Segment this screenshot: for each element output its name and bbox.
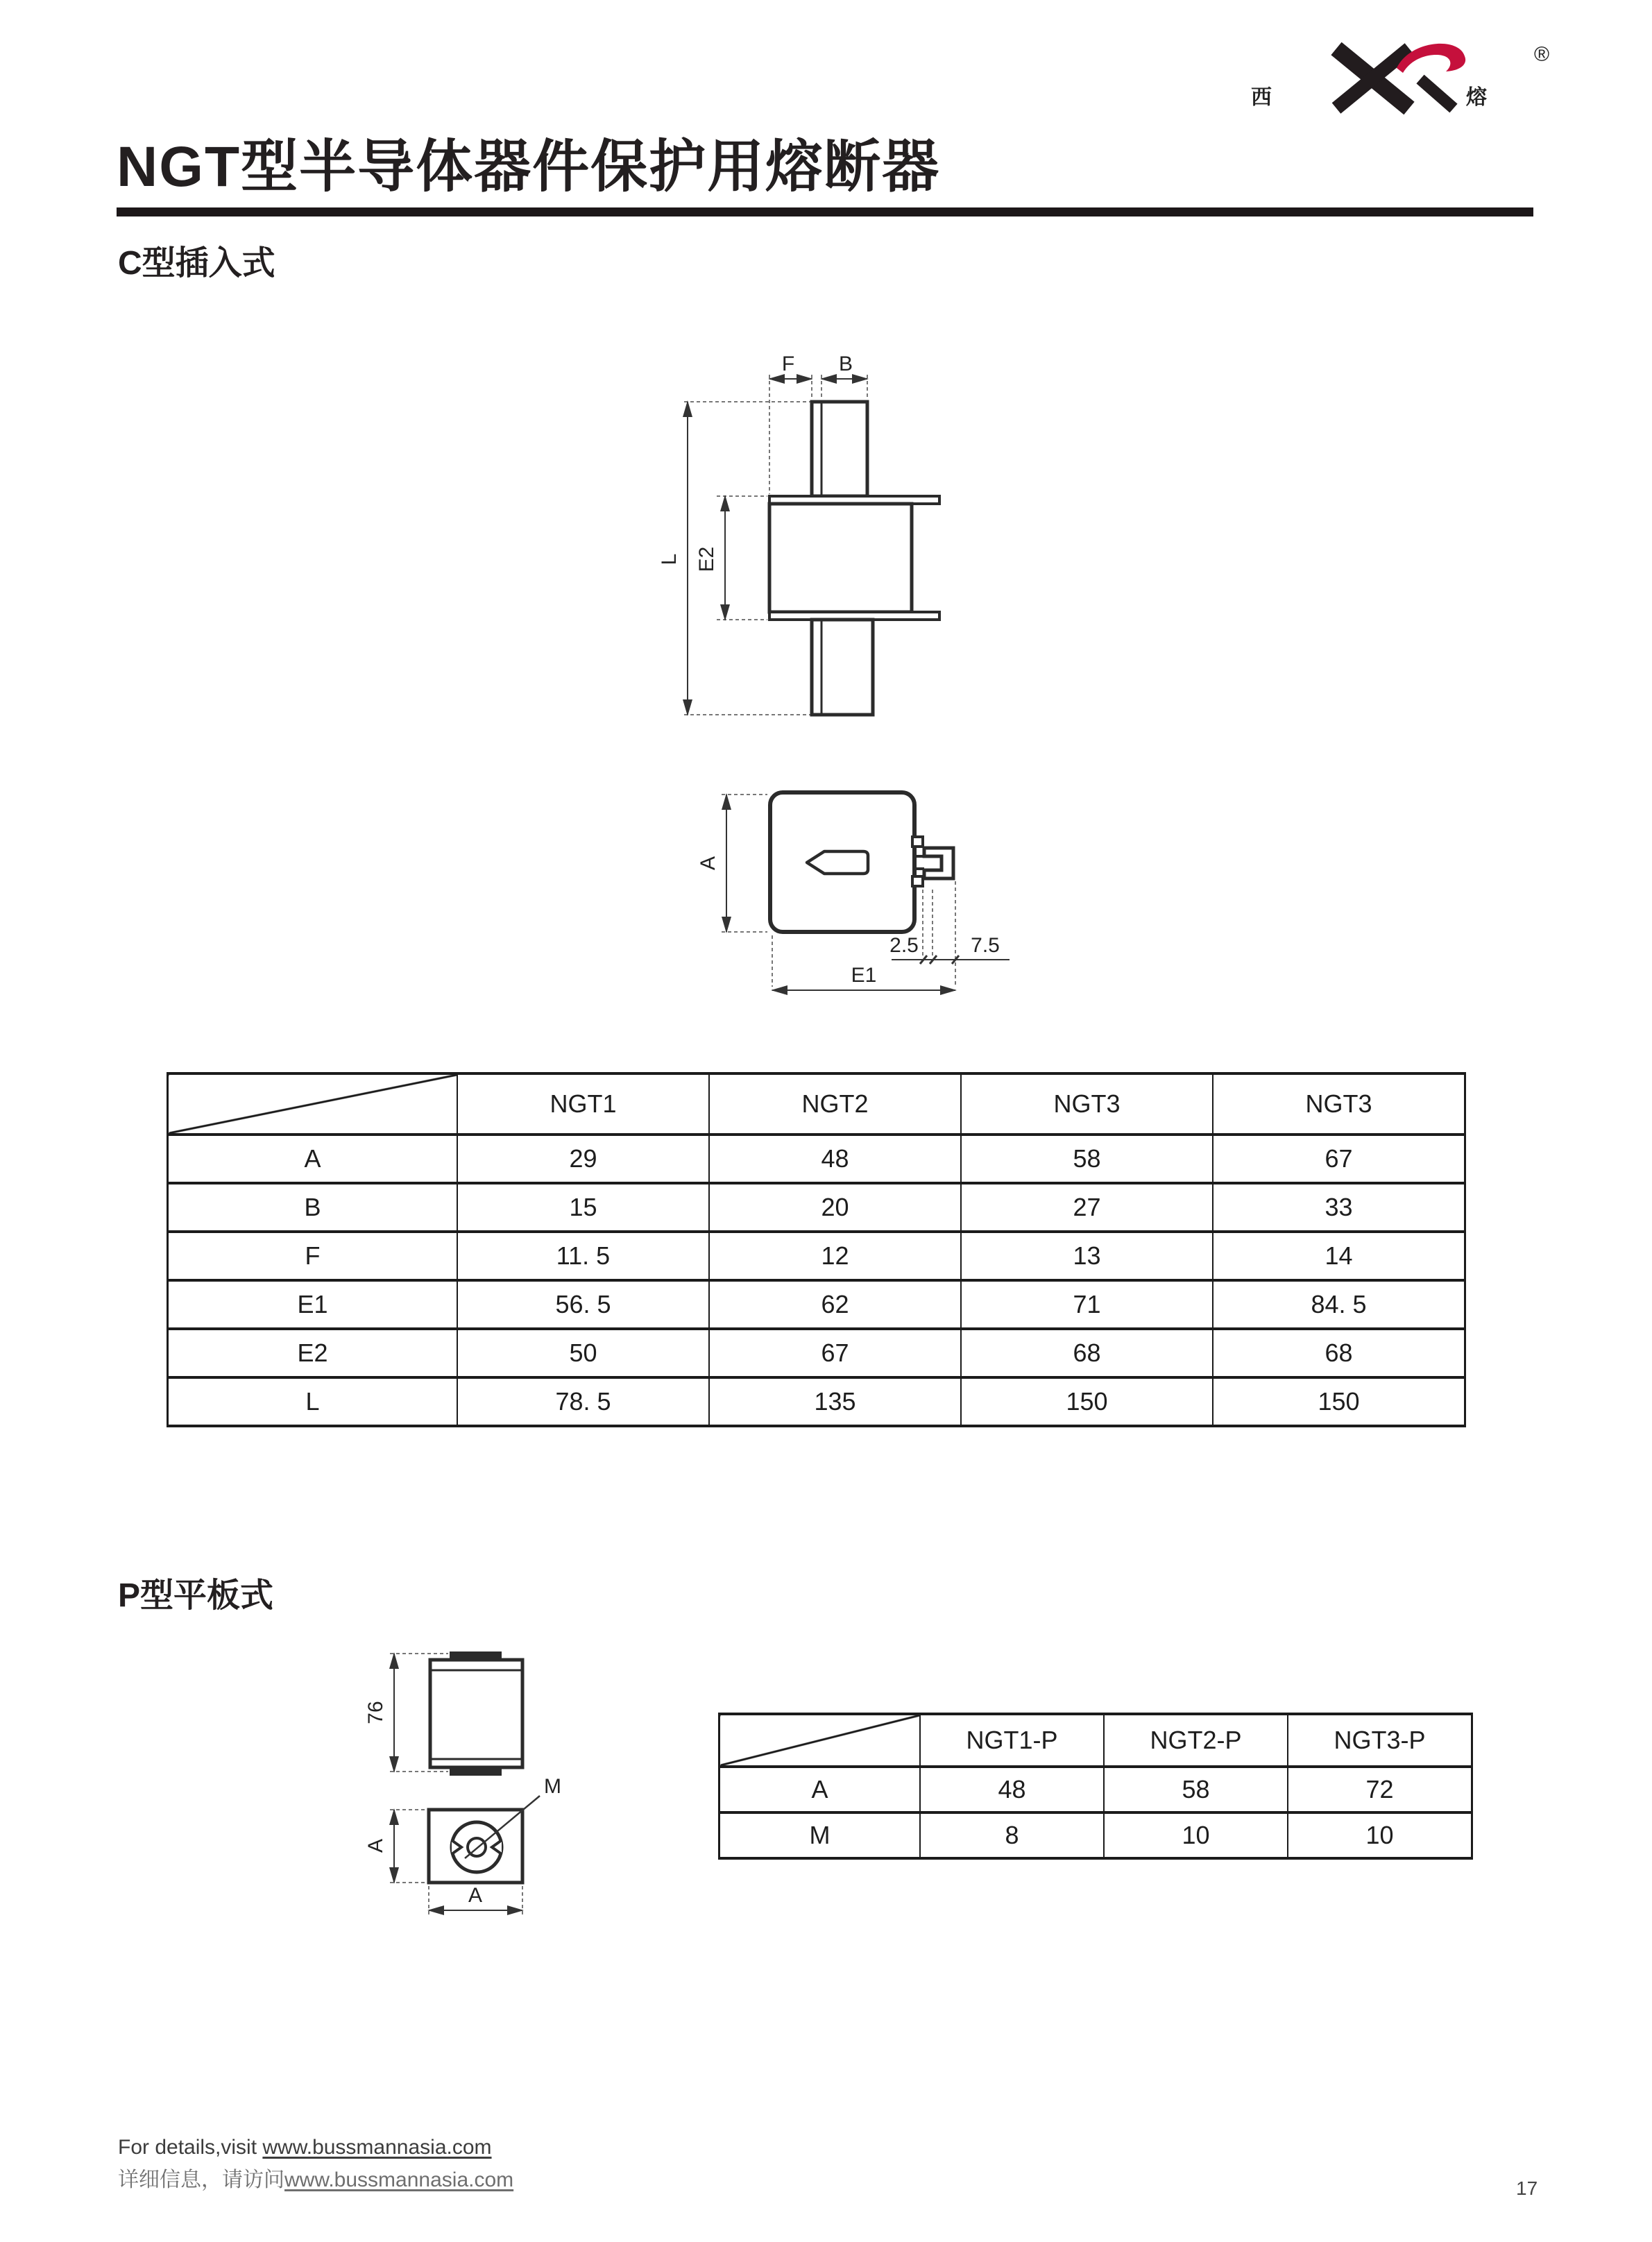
dim-label-b: B bbox=[838, 353, 853, 375]
brand-logo bbox=[1245, 36, 1558, 118]
diagonal-corner-cell bbox=[719, 1714, 921, 1767]
column-header: NGT2 bbox=[709, 1073, 961, 1135]
value-cell: 33 bbox=[1213, 1183, 1465, 1232]
value-cell: 78. 5 bbox=[457, 1377, 709, 1426]
dim-label-76: 76 bbox=[364, 1701, 387, 1724]
column-header: NGT1-P bbox=[920, 1714, 1104, 1767]
row-label: A bbox=[168, 1135, 458, 1183]
value-cell: 58 bbox=[961, 1135, 1213, 1183]
c-type-side-view-drawing bbox=[652, 347, 971, 736]
p-type-dimension-table bbox=[718, 1713, 1473, 1860]
value-cell: 67 bbox=[709, 1329, 961, 1377]
value-cell: 58 bbox=[1104, 1767, 1288, 1812]
row-label: M bbox=[719, 1812, 921, 1858]
p-fuse-top-view bbox=[429, 1796, 540, 1883]
value-cell: 150 bbox=[1213, 1377, 1465, 1426]
row-label: B bbox=[168, 1183, 458, 1232]
value-cell: 62 bbox=[709, 1280, 961, 1329]
section-heading-c-type: C型插入式 bbox=[118, 245, 275, 282]
p-fuse-side-view bbox=[430, 1651, 522, 1776]
value-cell: 48 bbox=[920, 1767, 1104, 1812]
footer-link-zh[interactable]: www.bussmannasia.com bbox=[284, 2168, 514, 2191]
row-label: F bbox=[168, 1232, 458, 1280]
value-cell: 72 bbox=[1288, 1767, 1472, 1812]
footer-line-en bbox=[118, 2136, 492, 2159]
registered-trademark-icon: ® bbox=[1534, 43, 1550, 66]
column-header: NGT2-P bbox=[1104, 1714, 1288, 1767]
row-label: L bbox=[168, 1377, 458, 1426]
dim-label-e2: E2 bbox=[695, 546, 718, 572]
logo-text-left: 西 bbox=[1251, 86, 1272, 109]
logo-x-mark bbox=[1336, 49, 1454, 108]
side-clip-tab bbox=[924, 848, 953, 878]
dim-label-2-5: 2.5 bbox=[889, 934, 919, 957]
page-title: NGT型半导体器件保护用熔断器 bbox=[117, 135, 941, 198]
dim-label-f: F bbox=[781, 353, 795, 375]
row-label: A bbox=[719, 1767, 921, 1812]
value-cell: 150 bbox=[961, 1377, 1213, 1426]
value-cell: 50 bbox=[457, 1329, 709, 1377]
c-type-top-view-drawing bbox=[694, 770, 1013, 999]
column-header: NGT3 bbox=[961, 1073, 1213, 1135]
title-underline bbox=[117, 207, 1533, 216]
footer-line-zh bbox=[118, 2162, 513, 2193]
value-cell: 48 bbox=[709, 1135, 961, 1183]
value-cell: 10 bbox=[1104, 1812, 1288, 1858]
section-heading-p-type: P型平板式 bbox=[118, 1577, 274, 1614]
row-label: E2 bbox=[168, 1329, 458, 1377]
page-number: 17 bbox=[1516, 2177, 1538, 2199]
value-cell: 68 bbox=[961, 1329, 1213, 1377]
footer-text-en: For details,visit bbox=[118, 2136, 263, 2159]
value-cell: 10 bbox=[1288, 1812, 1472, 1858]
value-cell: 68 bbox=[1213, 1329, 1465, 1377]
dim-label-m: M bbox=[544, 1775, 561, 1798]
value-cell: 56. 5 bbox=[457, 1280, 709, 1329]
value-cell: 27 bbox=[961, 1183, 1213, 1232]
row-label: E1 bbox=[168, 1280, 458, 1329]
column-header: NGT1 bbox=[457, 1073, 709, 1135]
column-header: NGT3 bbox=[1213, 1073, 1465, 1135]
dim-label-l: L bbox=[658, 553, 681, 566]
value-cell: 11. 5 bbox=[457, 1232, 709, 1280]
diagonal-corner-cell bbox=[168, 1073, 458, 1135]
fuse-top-outline bbox=[770, 792, 953, 932]
value-cell: 13 bbox=[961, 1232, 1213, 1280]
value-cell: 84. 5 bbox=[1213, 1280, 1465, 1329]
p-type-dimension-table-grid bbox=[718, 1713, 1473, 1860]
value-cell: 20 bbox=[709, 1183, 961, 1232]
value-cell: 135 bbox=[709, 1377, 961, 1426]
value-cell: 12 bbox=[709, 1232, 961, 1280]
dim-label-a: A bbox=[697, 856, 719, 871]
column-header: NGT3-P bbox=[1288, 1714, 1472, 1767]
dim-label-e1: E1 bbox=[851, 964, 877, 987]
logo-text-right: 熔 bbox=[1466, 86, 1487, 109]
value-cell: 14 bbox=[1213, 1232, 1465, 1280]
value-cell: 67 bbox=[1213, 1135, 1465, 1183]
dim-label-7-5: 7.5 bbox=[971, 934, 1000, 957]
value-cell: 8 bbox=[920, 1812, 1104, 1858]
footer-link-en[interactable]: www.bussmannasia.com bbox=[262, 2136, 492, 2159]
footer-text-zh: 详细信息，请访问 bbox=[118, 2168, 284, 2191]
value-cell: 29 bbox=[457, 1135, 709, 1183]
dim-label-a-left: A bbox=[364, 1838, 387, 1853]
fuse-outline bbox=[769, 402, 939, 715]
p-type-drawing bbox=[361, 1638, 590, 1929]
value-cell: 15 bbox=[457, 1183, 709, 1232]
c-type-dimension-table bbox=[167, 1072, 1466, 1427]
c-type-dimension-table-grid bbox=[167, 1072, 1466, 1427]
value-cell: 71 bbox=[961, 1280, 1213, 1329]
dim-label-a-bottom: A bbox=[468, 1884, 483, 1907]
